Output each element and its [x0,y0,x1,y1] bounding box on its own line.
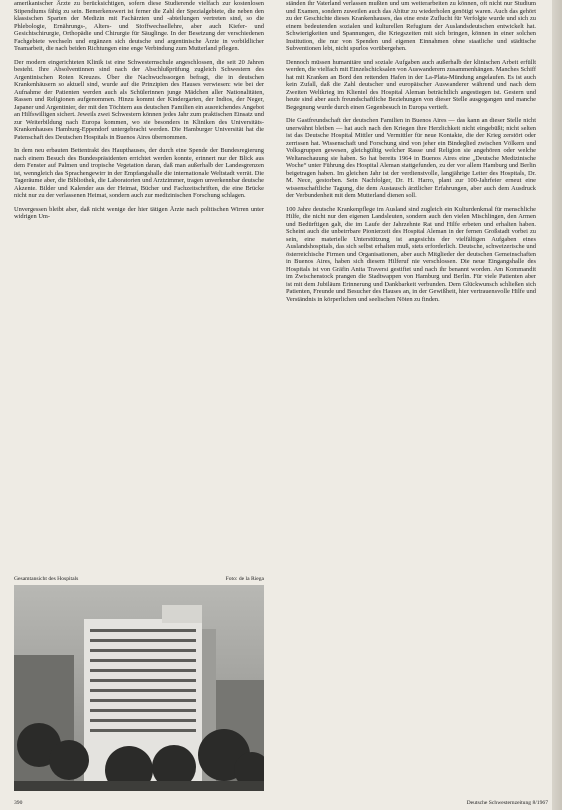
hospital-building-image [14,585,264,791]
page-edge-shadow [552,0,562,810]
article-paragraph: Der modern eingerichteten Klinik ist eine Schwesternschule angeschlossen, die seit 20 Jahren besteht. Ihre Absolventinnen sind nach der Abschlußprüfung zugleich Schwestern des Argentinischen Roten Kreuzes. Über die Nachwuchssorgen befragt, die in deutschen Krankenhäusern so aktuell sind, wurde auf die Prinzipien des Hauses verwiesen: wie bei der Aufnahme der Patienten werden auch als Schülerinnen junge Mädchen aller Nationalitäten, Rassen und Religionen aufgenommen. Hinzu kommt der Kindergarten, der Indios, der Neger, Japaner und Argentinier, der mit den Töchtern aus deutschen Familien ein ausreichendes Angebot an Hilfswilligen sichert. Jeweils zwei Schwestern können jedes Jahr zum praktischen Einsatz und zur Weiterbildung nach Europa kommen, wo sie besonders in Kliniken des Universitäts-Krankenhauses Hamburg-Eppendorf untergebracht werden. Die Hamburger Universität hat die Patenschaft des Deutschen Hospitals in Buenos Aires übernommen. [14,58,264,141]
article-paragraph: 100 Jahre deutsche Krankenpflege im Ausland sind zugleich ein Kulturdenkmal für menschliche Hilfe, die nicht nur den eigenen Landsleuten, sondern auch den vielen Mischlingen, den Armen und Bedürftigen galt, die im Laufe der Jahrzehnte Rat und Hilfe erbeten und erhalten haben. Scheint auch die unbeirrbare Pionierzeit des Hospital Aleman in der fernen Großstadt vorbei zu sein, eine materielle Unterstützung ist angesichts der vielfältigen Aufgaben eines Auslandshospitals, das sich selbst erhalten muß, stets erforderlich. Deutsche, schweizerische und österreichische Firmen und Organisationen, aber auch Mitglieder der deutschen Gemeinschaften in Buenos Aires, haben sich diesem Hilferuf nie verschlossen. Die neue Eingangshalle des Hospitals ist von Gräfin Anita Traversi gestiftet und nach ihr benannt worden. Am Kommandit im Zwischenstock prangen die Stadtwappen von Hamburg und Berlin. Für viele Patienten aber ist mit dem Jubiläum Erinnerung und Dankbarkeit verbunden. Dem Glückwunsch schließen sich Patienten, Freunde und Besucher des Hauses an, in der Gewißheit, hier vertrauensvolle Hilfe und Verständnis in körperlichen und seelischen Nöten zu finden. [286,205,536,303]
photo-caption [14,576,264,583]
hospital-photo-block [14,576,264,791]
article-paragraph: Unvergessen bleibt aber, daß nicht wenige der hier tätigen Ärzte nach politischen Wirren unter widrigen Um- [14,205,264,220]
left-text-column [14,0,264,224]
journal-issue: Deutsche Schwesternzeitung 8/1967 [466,800,548,806]
photo-credit: Foto: de la Riega [225,576,264,582]
right-text-column [286,0,536,309]
article-paragraph: ständen ihr Vaterland verlassen mußten und um weiterarbeiten zu können, oft nicht nur Studium und Examen, sondern zuweilen auch das Abitur zu wiederholen genötigt waren. Auch das gehört zu der Geschichte dieses Krankenhauses, das eine erste Zuflucht für Verfolgte wurde und sich zu einem bedeutenden sozialen und kulturellen Refugium der Auslandsdeutschen entwickelt hat. Schwierigkeiten und Spannungen, die Kriegszeiten mit sich bringen, können in einer solchen Institution, die nur von Spenden und eigenen Einnahmen ohne staatliche und städtische Subventionen lebt, nicht spurlos vorübergehen. [286,0,536,52]
page-footer [14,800,548,806]
article-paragraph: amerikanischer Ärzte zu berücksichtigen, sofern diese Studierende vielfach zur kostenlosen Stipendiums fähig zu sein. Bemerkenswert ist ferner die Zahl der Spezialgebiete, die neben den klassischen Sparten der Medizin mit Fachärzten und -abteilungen vertreten sind, so die Phlebologie, Ernährungs-, Alters- und Stoffwechsellehre, aber auch Kiefer- und Gesichtschirurgie, Orthopädie und Chirurgie für Säuglinge. In der Besetzung der verschiedenen Fachgebiete wechseln und ergänzen sich deutsche und argentinische Ärzte in vorbildlicher Teamarbeit, die nach beiden Richtungen eine enge Verbindung zum Mutterland pflegen. [14,0,264,52]
article-paragraph: In dem neu erbauten Bettentrakt des Haupthauses, der durch eine Spende der Bundesregierung nach einem Besuch des Bundespräsidenten errichtet werden konnte, erinnert nur der Blick aus dem Fenster auf Palmen und tropische Vegetation daran, daß man außerhalb der Landesgrenzen ist, wenngleich das Sprachengewirr in der Empfangshalle die internationale Weltstadt verrät. Die Tageräume aber, die Bibliothek, die Laboratorien und Arztzimmer, tragen unverkennbar deutsche Akzente. Bilder und Kalender aus der Heimat, Bücher und Fachzeitschriften, die eine Brücke nicht nur zu der verlassenen Heimat, sondern auch zur medizinischen Forschung schlagen. [14,147,264,199]
hospital-photo [14,585,264,791]
article-paragraph: Die Gastfreundschaft der deutschen Familien in Buenos Aires — das kann an dieser Stelle nicht unerwähnt bleiben — hat auch nach den Kriegen ihre Herzlichkeit nicht eingebüßt; nicht selten ist das Deutsche Hospital Mittler und Vermittler für neue Kontakte, die der Krieg zerstört oder zerrissen hat. Wissenschaft und Forschung sind von jeher ein Bindeglied zwischen Völkern und Volksgruppen gewesen, gleichgültig welcher Rasse und Religion sie angehören oder welche Weltanschauung sie haben. So hat bereits 1964 in Buenos Aires eine „Deutsche Medizinische Woche“ unter Führung des Hospital Aleman stattgefunden, zu der vor allem Hamburg und Berlin beigetragen haben. Im gleichen Jahr ist der verdienstvolle, langjährige Leiter des Hospitals, Dr. M. Nece, gestorben. Sein Nachfolger, Dr. H. Harro, plant zur 100-Jahrfeier erneut eine wissenschaftliche Tagung, die dem Austausch ärztlicher Erfahrungen, aber auch dem Ausdruck der Verbundenheit mit dem Mutterland dienen soll. [286,117,536,199]
photo-caption-title: Gesamtansicht des Hospitals [14,576,79,582]
page-number: 390 [14,800,23,806]
article-paragraph: Dennoch müssen humanitäre und soziale Aufgaben auch außerhalb der klinischen Arbeit erfüllt werden, die vielfach mit Einzelschicksalen von Auswanderern zusammenhängen. Manches Schiff hat mit Kranken an Bord den rettenden Hafen in der La-Plata-Mündung angelaufen. Es ist auch kein Zufall, daß die Zahl deutscher und europäischer Auswanderer während und nach dem Zweiten Weltkrieg im Klientel des Hospital Aleman beträchtlich angestiegen ist. Gestern und heute sind aber auch freundschaftliche Beziehungen von dieser Stelle ausgegangen und manche Begegnung wurde durch einen Gegenbesuch in Europa vertieft. [286,58,536,111]
